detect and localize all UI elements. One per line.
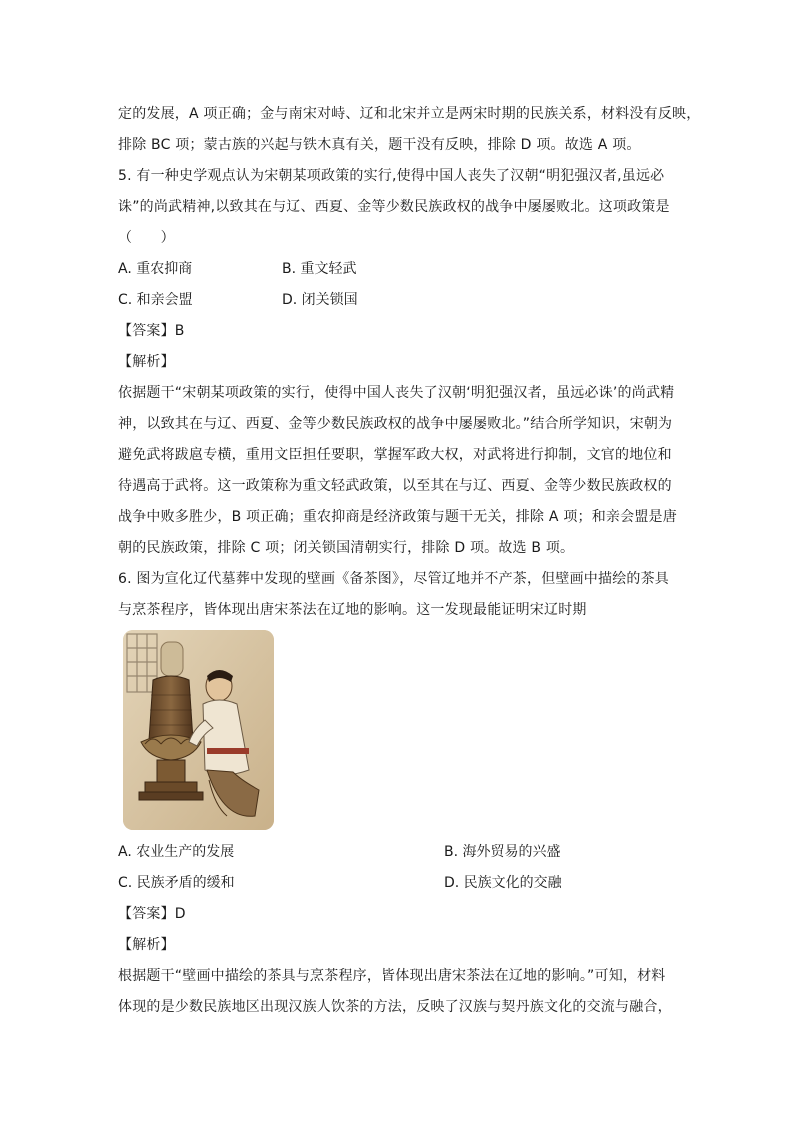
question-5-analysis: 神，以致其在与辽、西夏、金等少数民族政权的战争中屡屡败北。”结合所学知识，宋朝为	[118, 416, 673, 432]
question-5-option-c: C. 和亲会盟	[118, 292, 193, 308]
question-5-answer: 【答案】B	[118, 323, 185, 339]
question-6-option-b: B. 海外贸易的兴盛	[444, 844, 561, 860]
question-6-analysis: 体现的是少数民族地区出现汉族人饮茶的方法，反映了汉族与契丹族文化的交流与融合，	[118, 999, 672, 1015]
question-5-analysis: 朝的民族政策，排除 C 项；闭关锁国清朝实行，排除 D 项。故选 B 项。	[118, 540, 575, 556]
question-6-stem: 6. 图为宣化辽代墓葬中发现的壁画《备茶图》，尽管辽地并不产茶，但壁画中描绘的茶具	[118, 571, 670, 587]
question-6-answer: 【答案】D	[118, 906, 186, 922]
tea-preparation-mural-image	[123, 630, 274, 830]
question-6-stem: 与烹茶程序，皆体现出唐宋茶法在辽地的影响。这一发现最能证明宋辽时期	[118, 602, 587, 618]
question-6-option-c: C. 民族矛盾的缓和	[118, 875, 235, 891]
question-5-blank: （ ）	[118, 230, 175, 246]
question-5-stem: 诛”的尚武精神,以致其在与辽、西夏、金等少数民族政权的战争中屡屡败北。这项政策是	[118, 199, 670, 215]
question-5-stem: 5. 有一种史学观点认为宋朝某项政策的实行,使得中国人丧失了汉朝“明犯强汉者,虽远必	[118, 168, 665, 184]
question-6-analysis: 根据题干“壁画中描绘的茶具与烹茶程序，皆体现出唐宋茶法在辽地的影响。”可知，材料	[118, 968, 666, 984]
question-5-option-d: D. 闭关锁国	[282, 292, 358, 308]
question-5-analysis: 待遇高于武将。这一政策称为重文轻武政策，以至其在与辽、西夏、金等少数民族政权的	[118, 478, 672, 494]
question-6-option-a: A. 农业生产的发展	[118, 844, 235, 860]
question-5-option-b: B. 重文轻武	[282, 261, 357, 277]
question-6-option-d: D. 民族文化的交融	[444, 875, 562, 891]
question-5-option-a: A. 重农抑商	[118, 261, 193, 277]
text-line: 排除 BC 项；蒙古族的兴起与铁木真有关，题干没有反映，排除 D 项。故选 A 项。	[118, 137, 641, 153]
mural-illustration	[123, 630, 274, 830]
question-6-analysis-heading: 【解析】	[118, 937, 175, 953]
text-line: 定的发展，A 项正确；金与南宋对峙、辽和北宋并立是两宋时期的民族关系，材料没有反映，	[118, 106, 701, 122]
question-5-analysis-heading: 【解析】	[118, 354, 175, 370]
question-5-analysis: 战争中败多胜少，B 项正确；重农抑商是经济政策与题干无关，排除 A 项；和亲会盟是唐	[118, 509, 677, 525]
question-5-analysis: 依据题干“宋朝某项政策的实行，使得中国人丧失了汉朝‘明犯强汉者，虽远必诛’的尚武精	[118, 385, 675, 401]
question-5-analysis: 避免武将跋扈专横，重用文臣担任要职，掌握军政大权，对武将进行抑制，文官的地位和	[118, 447, 672, 463]
